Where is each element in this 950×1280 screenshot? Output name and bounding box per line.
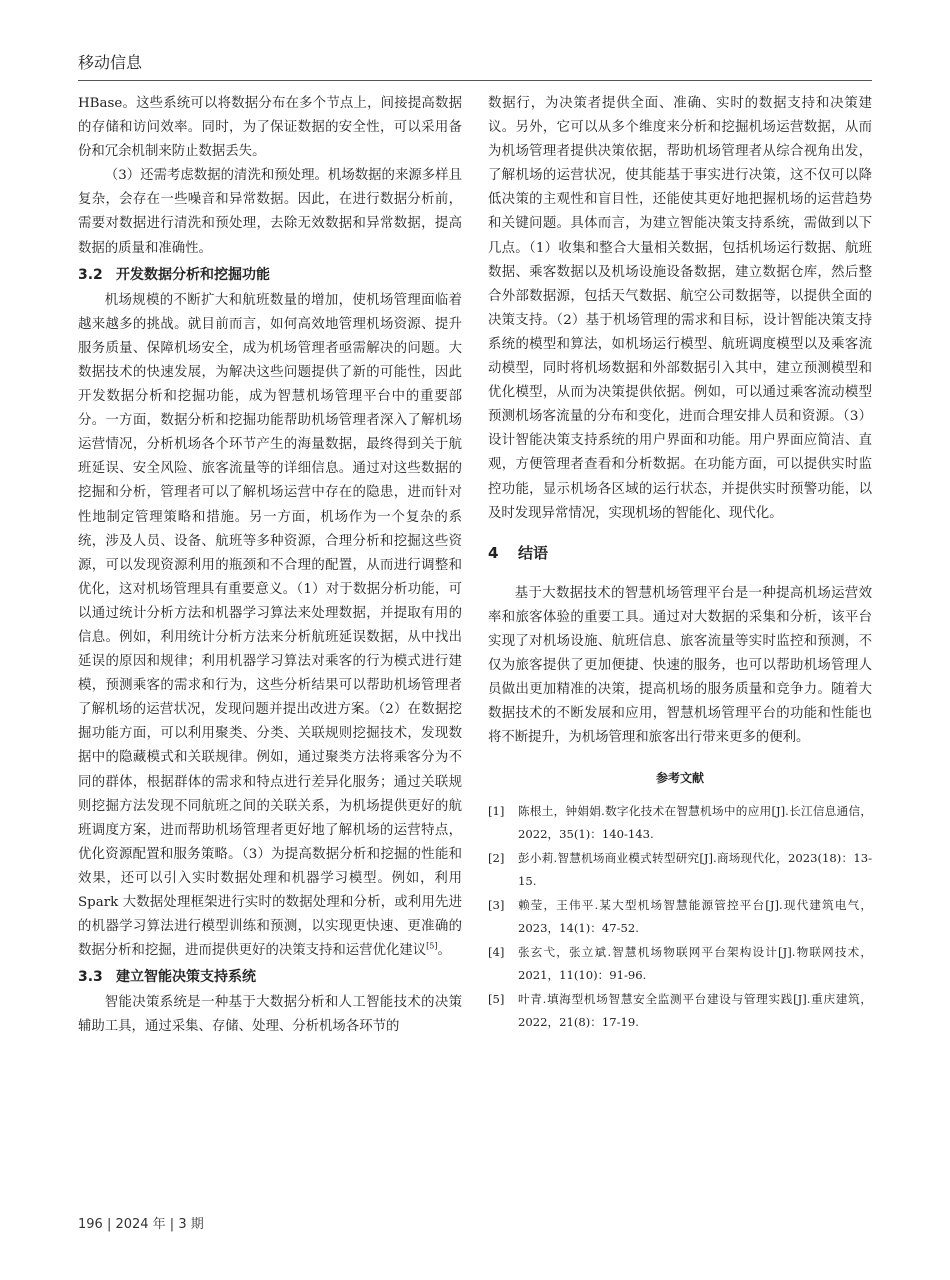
section-heading-3-3 [78,964,462,990]
section-title: 开发数据分析和挖掘功能 [116,266,270,283]
section-heading-4 [488,540,872,566]
reference-item [488,941,872,986]
reference-item [488,988,872,1033]
paragraph-end: 。 [437,943,451,959]
reference-item [488,894,872,939]
journal-title: 移动信息 [78,53,143,72]
paragraph-text: 机场规模的不断扩大和航班数量的增加，使机场管理面临着越来越多的挑战。就目前而言，如何高效地管理机场资源、提升服务质量、保障机场安全，成为机场管理者亟需解决的问题。大数据技术的快速发展，为解决这些问题提供了新的可能性，因此开发数据分析和挖掘功能，成为智慧机场管理平台中的重要部分。一方面，数据分析和挖掘功能帮助机场管理者深入了解机场运营情况，分析机场各个环节产生的海量数据，最终得到关于航班延误、安全风险、旅客流量等的详细信息。通过对这些数据的挖掘和分析，管理者可以了解机场运营中存在的隐患，进而针对性地制定管理策略和措施。另一方面，机场作为一个复杂的系统，涉及人员、设备、航班等多种资源，合理分析和挖掘这些资源，可以发现资源利用的瓶颈和不合理的配置，从而进行调整和优化，这对机场管理具有重要意义。（1）对于数据分析功能，可以通过统计分析方法和机器学习算法来处理数据，并提取有用的信息。例如，利用统计分析方法来分析航班延误数据，从中找出延误的原因和规律；利用机器学习算法对乘客的行为模式进行建模，预测乘客的需求和行为，这些分析结果可以帮助机场管理者了解机场的运营状况，发现问题并提出改进方案。（2）在数据挖掘功能方面，可以利用聚类、分类、关联规则挖掘技术，发现数据中的隐藏模式和关联规律。例如，通过聚类方法将乘客分为不同的群体，根据群体的需求和特点进行差异化服务；通过关联规则挖掘方法发现不同航班之间的关联关系，为机场提供更好的航班调度方案，进而帮助机场管理者更好地了解机场的运营特点，优化资源配置和服务策略。（3）为提高数据分析和挖掘的性能和效果，还可以引入实时数据处理和机器学习模型。例如，利用 Spark 大数据处理框架进行实时的数据处理和分析，或利用先进的机器学习算法进行模型训练和预测，以实现更快速、更准确的数据分析和挖掘，进而提供更好的决策支持和运营优化建议 [78,292,462,959]
paragraph: HBase。这些系统可以将数据分布在多个节点上，间接提高数据的存储和访问效率。同时，为了保证数据的安全性，可以采用备份和冗余机制来防止数据丢失。 [78,96,462,160]
reference-number: [4] [488,945,505,960]
reference-text: 张玄弋，张立斌.智慧机场物联网平台架构设计[J].物联网技术，2021，11(10)：91-96. [518,945,872,982]
section-title: 建立智能决策支持系统 [116,969,256,986]
paragraph [78,289,462,964]
left-column [78,92,462,1039]
reference-number: [3] [488,898,505,913]
section-number: 3.2 [78,266,103,283]
header-divider [78,80,872,81]
reference-number: [2] [488,851,505,866]
reference-text: 陈根土，钟娟娟.数字化技术在智慧机场中的应用[J].长江信息通信，2022，35(1)：140-143. [518,804,872,841]
paragraph: 智能决策系统是一种基于大数据分析和人工智能技术的决策辅助工具，通过采集、存储、处理、分析机场各环节的 [78,995,462,1035]
reference-text: 彭小莉.智慧机场商业模式转型研究[J].商场现代化，2023(18)：13-15. [518,851,872,888]
right-column [488,92,872,1035]
paragraph: 数据行，为决策者提供全面、准确、实时的数据支持和决策建议。另外，它可以从多个维度来分析和挖掘机场运营数据，从而为机场管理者提供决策依据，帮助机场管理者从综合视角出发，了解机场的运营状况，使其能基于事实进行决策，这不仅可以降低决策的主观性和盲目性，还能使其更好地把握机场的运营趋势和关键问题。具体而言，为建立智能决策支持系统，需做到以下几点。（1）收集和整合大量相关数据，包括机场运行数据、航班数据、乘客数据以及机场设施设备数据，建立数据仓库，然后整合外部数据源，包括天气数据、航空公司数据等，以提供全面的决策支持。（2）基于机场管理的需求和目标，设计智能决策支持系统的模型和算法，如机场运行模型、航班调度模型以及乘客流动模型，同时将机场数据和外部数据引入其中，建立预测模型和优化模型，从而为决策提供依据。例如，可以通过乘客流动模型预测机场客流量的分布和变化，进而合理安排人员和资源。（3）设计智能决策支持系统的用户界面和功能。用户界面应简洁、直观，方便管理者查看和分析数据。在功能方面，可以提供实时监控功能，显示机场各区域的运行状态，并提供实时预警功能，以及时发现异常情况，实现机场的智能化、现代化。 [488,96,872,521]
paragraph: 基于大数据技术的智慧机场管理平台是一种提高机场运营效率和旅客体验的重要工具。通过对大数据的采集和分析，该平台实现了对机场设施、航班信息、旅客流量等实时监控和预测，不仅为旅客提供了更加便捷、快速的服务，也可以帮助机场管理人员做出更加精准的决策，提高机场的服务质量和竞争力。随着大数据技术的不断发展和应用，智慧机场管理平台的功能和性能也将不断提升，为机场管理和旅客出行带来更多的便利。 [488,585,872,746]
paragraph: （3）还需考虑数据的清洗和预处理。机场数据的来源多样且复杂，会存在一些噪音和异常数据。因此，在进行数据分析前，需要对数据进行清洗和预处理，去除无效数据和异常数据，提高数据的质量和准确性。 [78,168,462,256]
citation: [5] [426,941,438,951]
section-title: 结语 [518,543,549,562]
page-footer: 196 | 2024 年 | 3 期 [78,1217,204,1232]
reference-text: 赖莹，王伟平.某大型机场智慧能源管控平台[J].现代建筑电气，2023，14(1)：47-52. [518,898,872,935]
section-heading-3-2 [78,262,462,288]
reference-item [488,800,872,845]
references-list [488,800,872,1033]
reference-number: [1] [488,804,505,819]
reference-item [488,847,872,892]
section-number: 4 [488,543,499,562]
references-title: 参考文献 [655,771,704,786]
reference-text: 叶青.填海型机场智慧安全监测平台建设与管理实践[J].重庆建筑，2022，21(8)：17-19. [518,992,872,1029]
section-number: 3.3 [78,969,103,986]
reference-number: [5] [488,992,505,1007]
